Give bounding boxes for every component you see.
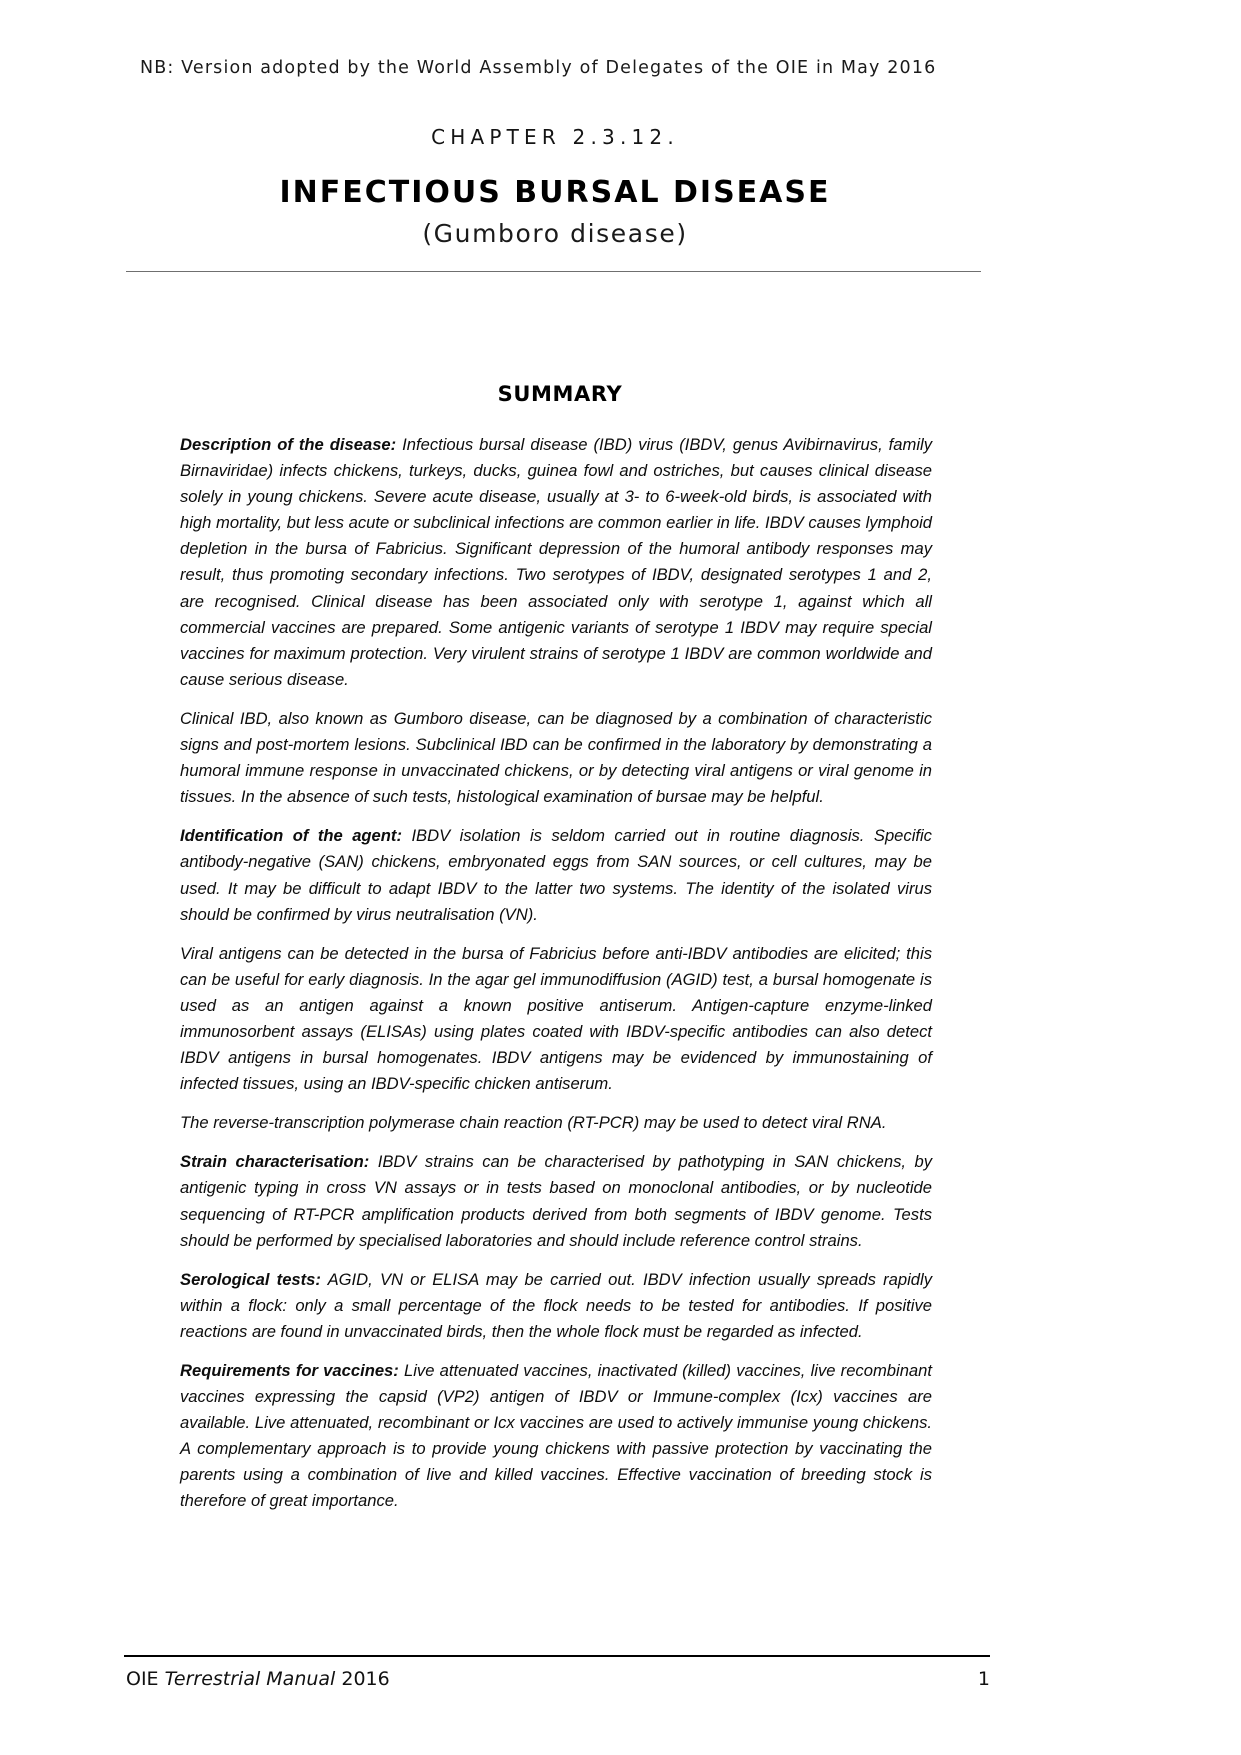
summary-paragraph <box>180 823 932 927</box>
footer-divider <box>124 1655 990 1657</box>
summary-paragraph <box>180 432 932 693</box>
summary-paragraph <box>180 1149 932 1253</box>
paragraph-text: AGID, VN or ELISA may be carried out. IBDV infection usually spreads rapidly within a flock: only a small percentage of the flock needs to be tested for antibodies. If positive reactions are found in unvaccinated birds, then the whole flock must be regarded as infected. <box>180 1269 932 1341</box>
paragraph-text: Viral antigens can be detected in the bursa of Fabricius before anti-IBDV antibodies are elicited; this can be useful for early diagnosis. In the agar gel immunodiffusion (AGID) test, a bursal homogenate is used as an antigen against a known positive antiserum. Antigen-capture enzyme-linked immunosorbent assays (ELISAs) using plates coated with IBDV-specific antibodies can also detect IBDV antigens in bursal homogenates. IBDV antigens may be evidenced by immunostaining of infected tissues, using an IBDV-specific chicken antiserum. <box>180 943 932 1094</box>
paragraph-text: IBDV isolation is seldom carried out in routine diagnosis. Specific antibody-negative (SAN) chickens, embryonated eggs from SAN sources, or cell cultures, may be used. It may be difficult to adapt IBDV to the latter two systems. The identity of the isolated virus should be confirmed by virus neutralisation (VN). <box>180 826 932 924</box>
footer-organisation: OIE <box>126 1668 159 1690</box>
summary-paragraph <box>180 1267 932 1345</box>
summary-paragraph <box>180 706 932 810</box>
paragraph-lead: Requirements for vaccines: <box>180 1361 399 1380</box>
page-number: 1 <box>977 1668 990 1690</box>
title-block <box>125 122 985 250</box>
footer-year: 2016 <box>341 1668 390 1690</box>
summary-heading: SUMMARY <box>497 382 623 406</box>
paragraph-lead: Identification of the agent: <box>180 826 402 846</box>
title-divider <box>126 271 981 272</box>
chapter-number: CHAPTER 2.3.12. <box>431 125 679 149</box>
running-head: NB: Version adopted by the World Assembly of Delegates of the OIE in May 2016 <box>140 58 937 78</box>
summary-paragraph <box>180 1358 932 1515</box>
paragraph-text: Live attenuated vaccines, inactivated (killed) vaccines, live recombinant vaccines expressing the capsid (VP2) antigen of IBDV or Immune-complex (Icx) vaccines are available. Live attenuated, recombinant or Icx vaccines are used to actively immunise young chickens. A complementary approach is to provide young chickens with passive protection by vaccinating the parents using a combination of live and killed vaccines. Effective vaccination of breeding stock is therefore of great importance. <box>180 1361 932 1511</box>
page-title: INFECTIOUS BURSAL DISEASE <box>279 175 831 210</box>
paragraph-lead: Strain characterisation: <box>180 1152 370 1172</box>
paragraph-text: Infectious bursal disease (IBD) virus (IBDV, genus Avibirnavirus, family Birnaviridae) infects chickens, turkeys, ducks, guinea fowl and ostriches, but causes clinical disease solely in young chickens. Severe acute disease, usually at 3- to 6-week-old birds, is associated with high mortality, but less acute or subclinical infections are common earlier in life. IBDV causes lymphoid depletion in the bursa of Fabricius. Significant depression of the humoral antibody responses may result, thus promoting secondary infections. Two serotypes of IBDV, designated serotypes 1 and 2, are recognised. Clinical disease has been associated only with serotype 1, against which all commercial vaccines are prepared. Some antigenic variants of serotype 1 IBDV may require special vaccines for maximum protection. Very virulent strains of serotype 1 IBDV are common worldwide and cause serious disease. <box>180 435 932 689</box>
chapter-subtitle: (Gumboro disease) <box>422 218 688 248</box>
paragraph-lead: Serological tests: <box>180 1269 321 1289</box>
footer-manual-title: Terrestrial Manual <box>164 1668 336 1690</box>
footer-manual-reference <box>126 1668 390 1690</box>
paragraph-text: The reverse-transcription polymerase chain reaction (RT-PCR) may be used to detect viral RNA. <box>180 1113 887 1133</box>
paragraph-lead: Description of the disease: <box>180 435 397 454</box>
summary-paragraph <box>180 1110 932 1136</box>
paragraph-text: Clinical IBD, also known as Gumboro disease, can be diagnosed by a combination of characteristic signs and post-mortem lesions. Subclinical IBD can be confirmed in the laboratory by demonstrating a humoral immune response in unvaccinated chickens, or by detecting viral antigens or viral genome in tissues. In the absence of such tests, histological examination of bursae may be helpful. <box>180 708 932 807</box>
paragraph-text: IBDV strains can be characterised by pathotyping in SAN chickens, by antigenic typing in cross VN assays or in tests based on monoclonal antibodies, or by nucleotide sequencing of RT-PCR amplification products derived from both segments of IBDV genome. Tests should be performed by specialised laboratories and should include reference control strains. <box>180 1152 933 1250</box>
summary-body <box>180 432 932 1515</box>
summary-paragraph <box>180 941 932 1098</box>
